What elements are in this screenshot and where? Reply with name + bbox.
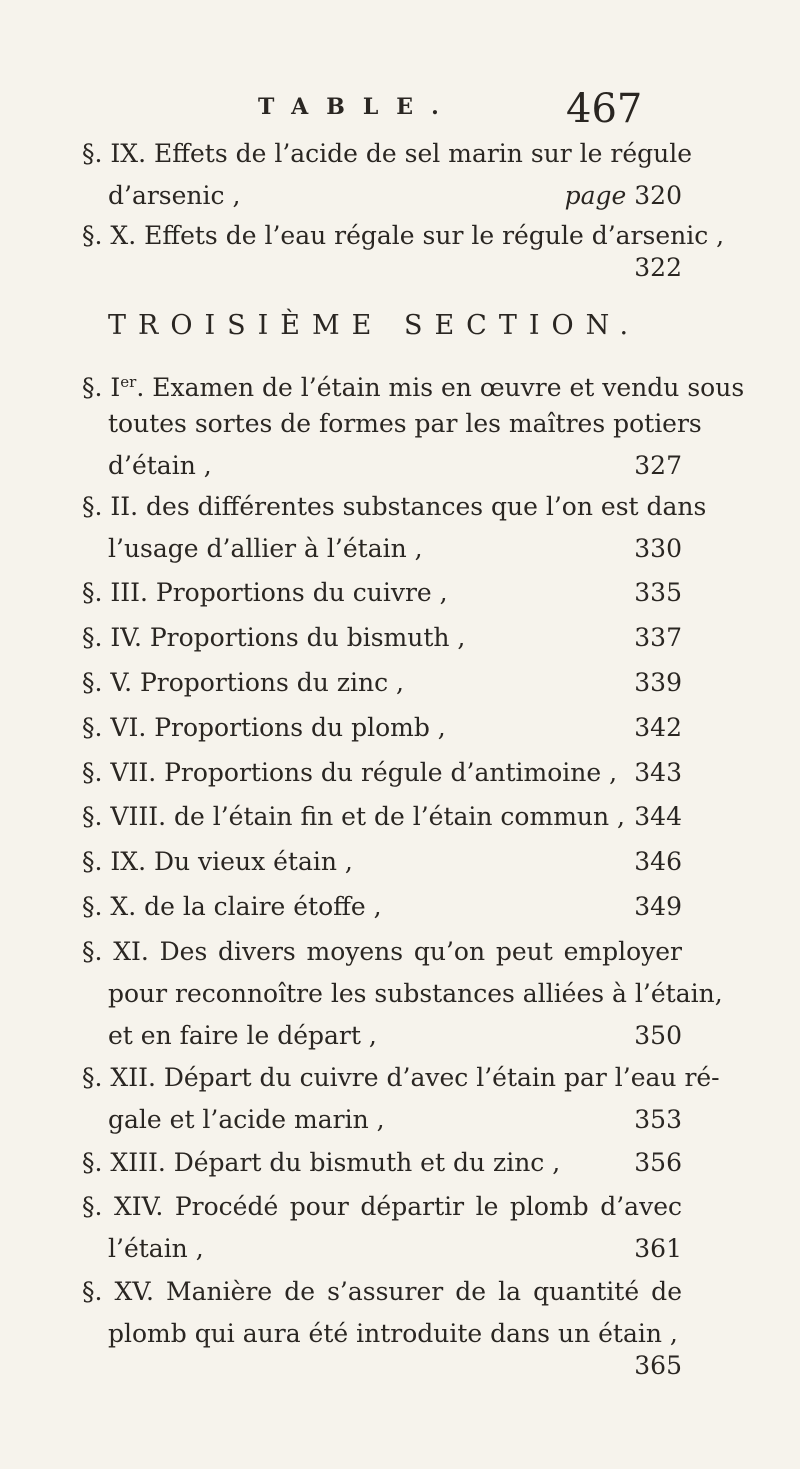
toc-page-number: 365 [634,1351,682,1380]
toc-entry-text: plomb qui aura été introduite dans un étain , [108,1319,678,1348]
toc-entry-text: §. X. Effets de l’eau régale sur le régule d’arsenic , [82,221,725,250]
toc-entry-text: §. IV. Proportions du bismuth , [82,623,466,652]
toc-entry-line [82,891,682,923]
toc-entry-line [82,667,682,699]
toc-page-number: 320 [634,181,682,210]
toc-page-number: 353 [634,1105,682,1134]
toc-entry-line [82,138,693,170]
toc-entry-line [82,491,707,523]
toc-entry-text: l’étain , [108,1234,204,1263]
section-title: TROISIÈME SECTION. [108,310,641,341]
toc-entry-line [82,622,682,654]
toc-entry-text: toutes sortes de formes par les maîtres potiers [108,409,702,438]
toc-page-number: 339 [634,668,682,697]
toc-page-number: 330 [634,534,682,563]
toc-entry-text: §. XIV. Procédé pour départir le plomb d’avec [82,1192,682,1221]
toc-entry-line [82,1147,682,1179]
toc-entry-line [108,1020,682,1052]
toc-entry-text: §. VI. Proportions du plomb , [82,713,446,742]
toc-entry-text: §. VII. Proportions du régule d’antimoine , [82,758,618,787]
toc-entry-line [108,450,682,482]
toc-entry-line [82,712,682,744]
toc-entry-text: §. X. de la claire étoffe , [82,892,382,921]
toc-entry-text: §. XIII. Départ du bismuth et du zinc , [82,1148,561,1177]
toc-page-number: 344 [634,802,682,831]
toc-page-number: 343 [634,758,682,787]
running-title: TABLE. [258,94,457,120]
toc-entry-text: gale et l’acide marin , [108,1105,385,1134]
toc-entry-line [82,1062,720,1094]
toc-entry-line [82,220,725,284]
toc-entry-text: §. IX. Du vieux étain , [82,847,353,876]
toc-page-number: 335 [634,578,682,607]
toc-entry-text: §. III. Proportions du cuivre , [82,578,448,607]
toc-entry-text: . Examen de l’étain mis en œuvre et vendu sous [136,373,745,402]
toc-entry-text: §. XII. Départ du cuivre d’avec l’étain par l’eau ré- [82,1063,720,1092]
toc-entry-line [108,533,682,565]
toc-entry-text: §. IX. Effets de l’acide de sel marin sur le régule [82,139,693,168]
toc-entry-text: §. V. Proportions du zinc , [82,668,404,697]
toc-entry-text: §. II. des différentes substances que l’on est dans [82,492,707,521]
toc-entry-text [82,373,744,402]
toc-entry-line [82,801,682,833]
toc-entry-line [108,1104,682,1136]
toc-entry-line [108,978,723,1010]
toc-entry-line [82,757,682,789]
toc-page-number: 346 [634,847,682,876]
toc-page-number: 322 [634,253,682,282]
toc-entry-line [108,408,702,440]
toc-page-number: 349 [634,892,682,921]
toc-entry-line [82,1276,682,1308]
toc-entry-line [108,1318,682,1382]
toc-entry-text: §. XV. Manière de s’assurer de la quantité de [82,1277,682,1306]
toc-page-number: 342 [634,713,682,742]
toc-entry-line [82,1191,682,1223]
toc-entry-line [82,366,745,404]
toc-entry-line [82,577,682,609]
toc-entry-text: d’étain , [108,451,212,480]
superscript: er [120,373,137,391]
toc-entry-text: §. XI. Des divers moyens qu’on peut employer [82,937,682,966]
page-number: 467 [566,86,643,132]
section-mark: §. I [82,373,121,402]
toc-entry-text: pour reconnoître les substances alliées à l’étain, [108,979,723,1008]
toc-page-number: 356 [634,1148,682,1177]
page-word: page [564,181,627,210]
toc-page-number: 337 [634,623,682,652]
toc-entry-text: et en faire le départ , [108,1021,377,1050]
toc-entry-text: §. VIII. de l’étain fin et de l’étain commun , [82,802,625,831]
toc-entry-line [82,936,682,968]
toc-entry-line [108,180,682,212]
toc-page-ref [565,180,682,212]
toc-page-number: 350 [634,1021,682,1050]
toc-entry-line [82,846,682,878]
toc-entry-text: d’arsenic , [108,181,241,210]
toc-page-number: 327 [634,451,682,480]
toc-entry-line [108,1233,682,1265]
toc-entry-text: l’usage d’allier à l’étain , [108,534,423,563]
page-header [0,86,800,142]
toc-page-number: 361 [634,1234,682,1263]
